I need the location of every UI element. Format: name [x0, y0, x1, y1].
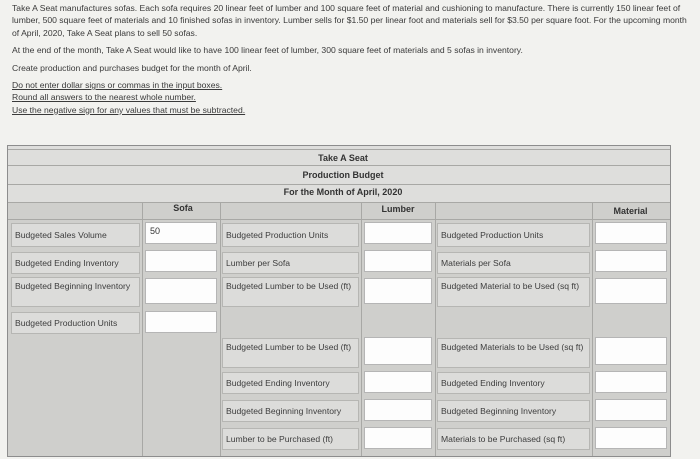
input-lumber-per-sofa[interactable] [364, 250, 432, 272]
label-budgeted-sales-volume: Budgeted Sales Volume [11, 223, 140, 247]
input-lumber-to-be-used-2[interactable] [364, 337, 432, 365]
production-budget-table [7, 145, 671, 457]
problem-statement [12, 2, 687, 116]
input-lumber-beginning-inventory[interactable] [364, 399, 432, 421]
input-sofa-ending-inventory[interactable] [145, 250, 217, 272]
problem-paragraph: Create production and purchases budget for the month of April. [12, 62, 252, 73]
column-header-sofa: Sofa [173, 203, 193, 213]
label-lumber-production-units: Budgeted Production Units [222, 223, 359, 247]
label-materials-to-be-used-2: Budgeted Materials to be Used (sq ft) [437, 338, 590, 368]
label-lumber-per-sofa: Lumber per Sofa [222, 252, 359, 274]
label-lumber-ending-inventory: Budgeted Ending Inventory [222, 372, 359, 394]
input-materials-per-sofa[interactable] [595, 250, 667, 272]
instruction: Round all answers to the nearest whole number. [12, 92, 196, 103]
label-materials-per-sofa: Materials per Sofa [437, 252, 590, 274]
input-budgeted-sales-volume[interactable]: 50 [145, 222, 217, 244]
label-sofa-production-units: Budgeted Production Units [11, 312, 140, 334]
table-subtitle: Production Budget [302, 170, 384, 180]
input-material-beginning-inventory[interactable] [595, 399, 667, 421]
label-material-beginning-inventory: Budgeted Beginning Inventory [437, 400, 590, 422]
column-header-lumber: Lumber [381, 204, 415, 214]
input-material-production-units[interactable] [595, 222, 667, 244]
instruction: Use the negative sign for any values that must be subtracted. [12, 104, 246, 115]
input-materials-to-be-used-2[interactable] [595, 337, 667, 365]
label-material-ending-inventory: Budgeted Ending Inventory [437, 372, 590, 394]
column-header-material: Material [613, 206, 648, 216]
input-materials-to-be-purchased[interactable] [595, 427, 667, 449]
label-sofa-beginning-inventory: Budgeted Beginning Inventory [11, 277, 140, 307]
problem-paragraph: Take A Seat manufactures sofas. Each sofa requires 20 linear feet of lumber and 100 square feet of material and cushioning to manufacture. There is currently 150 linear feet of lumber, 500 square feet of materials and 10 finished sofas in inventory. Lumber sells for $1.50 per linear foot and materials sell for $3.50 per square foot. For the upcoming month of April, 2020, Take A Seat plans to sell 50 sofas. [12, 3, 687, 38]
input-material-ending-inventory[interactable] [595, 371, 667, 393]
label-material-production-units: Budgeted Production Units [437, 223, 590, 247]
label-material-to-be-used: Budgeted Material to be Used (sq ft) [437, 277, 590, 307]
problem-paragraph: At the end of the month, Take A Seat would like to have 100 linear feet of lumber, 300 square feet of materials and 5 sofas in inventory. [12, 45, 523, 56]
label-lumber-to-be-used-2: Budgeted Lumber to be Used (ft) [222, 338, 359, 368]
input-lumber-ending-inventory[interactable] [364, 371, 432, 393]
input-lumber-to-be-purchased[interactable] [364, 427, 432, 449]
input-lumber-to-be-used[interactable] [364, 278, 432, 304]
label-lumber-to-be-used: Budgeted Lumber to be Used (ft) [222, 277, 359, 307]
table-period: For the Month of April, 2020 [283, 187, 403, 197]
table-title: Take A Seat [318, 153, 368, 163]
input-lumber-production-units[interactable] [364, 222, 432, 244]
instruction: Do not enter dollar signs or commas in the input boxes. [12, 80, 223, 91]
label-lumber-beginning-inventory: Budgeted Beginning Inventory [222, 400, 359, 422]
input-sofa-beginning-inventory[interactable] [145, 278, 217, 304]
input-material-to-be-used[interactable] [595, 278, 667, 304]
label-materials-to-be-purchased: Materials to be Purchased (sq ft) [437, 428, 590, 450]
label-sofa-ending-inventory: Budgeted Ending Inventory [11, 252, 140, 274]
input-sofa-production-units[interactable] [145, 311, 217, 333]
label-lumber-to-be-purchased: Lumber to be Purchased (ft) [222, 428, 359, 450]
